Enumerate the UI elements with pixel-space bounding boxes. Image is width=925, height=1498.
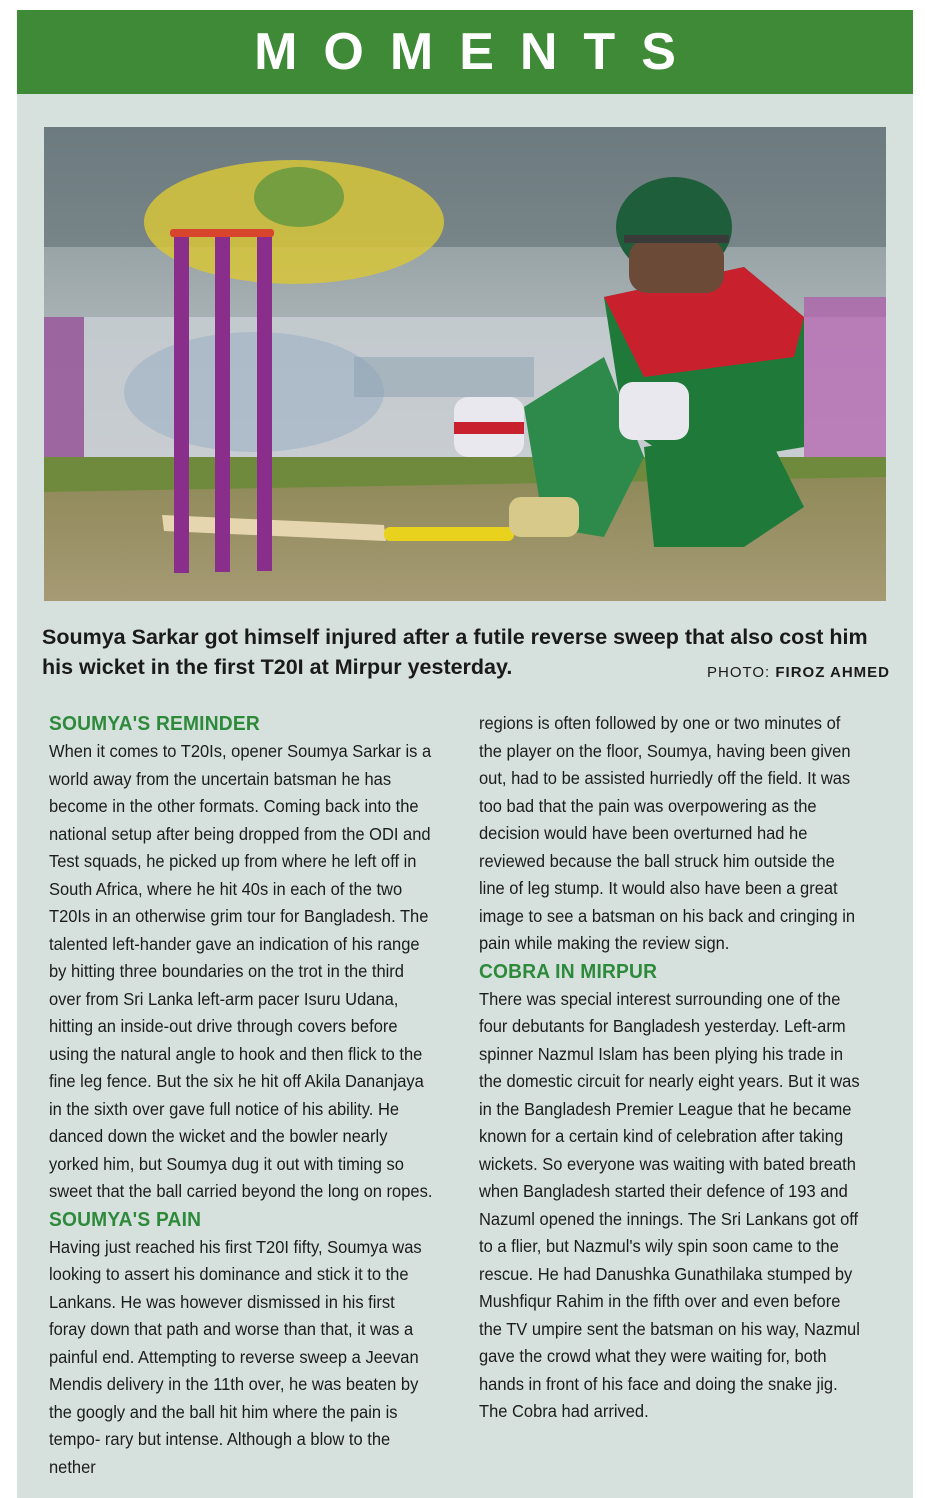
article-column-right — [479, 710, 865, 1426]
heading-soumyas-reminder: SOUMYA'S REMINDER — [49, 713, 260, 735]
bat-handle — [384, 527, 514, 541]
heading-soumyas-pain: SOUMYA'S PAIN — [49, 1208, 202, 1231]
stumps-icon — [170, 229, 274, 573]
body-cobra-in-mirpur: There was special interest surrounding one of the four debutants for Bangladesh yesterday. Left-arm spinner Nazmul Islam has been plying his trade in the domestic circuit for nearly eight years. But it was in the Bangladesh Premier League that he became known for a certain kind of celebration after taking wickets. So everyone was waiting with bated breath when Bangladesh started their defence of 193 and Nazuml opened the innings. The Sri Lankans got off to a flier, but Nazmul's wily spin soon came to the rescue. He had Danushka Gunathilaka stumped by Mushfiqur Rahim in the fifth over and even before the TV umpire sent the batsman on his way, Nazmul gave the crowd what they were waiting for, both hands in front of his face and doing the snake jig. The Cobra had arrived. — [479, 988, 860, 1421]
heading-cobra-in-mirpur: COBRA IN MIRPUR — [479, 960, 658, 983]
credit-name: FIROZ AHMED — [775, 664, 890, 681]
moments-banner — [17, 10, 913, 94]
body-soumyas-reminder: When it comes to T20Is, opener Soumya Sarkar is a world away from the uncertain batsman he has become in the other formats. Coming back into the national setup after being dropped from the ODI and Test squads, he picked up from where he left off in South Africa, where he hit 40s in each of the two T20Is in an otherwise grim tour for Bangladesh. The talented left-hander gave an indication of his range by hitting three boundaries on the trot in the third over from Sri Lanka left-arm pacer Isuru Udana, hitting an inside-out drive through covers before using the natural angle to hook and then flick to the fine leg fence. But the six he hit off Akila Dananjaya in the sixth over gave full notice of his ability. He danced down the wicket and the bowler nearly yorked him, but Soumya dug it out with timing so sweet that the ball carried beyond the long on ropes. — [49, 741, 433, 1201]
caption-text: Soumya Sarkar got himself injured after a futile reverse sweep that also cost him his wicket in the first T20I at Mirpur yesterday. — [42, 625, 868, 679]
moments-panel — [17, 10, 913, 1498]
right-glove — [619, 382, 689, 440]
body-soumyas-pain-part2: regions is often followed by one or two minutes of the player on the floor, Soumya, having been given out, had to be assisted hurriedly off the field. It was too bad that the pain was overpowering as the decision would have been overturned had he reviewed because the ball struck him outside the line of leg stump. It would also have been a great image to see a batsman on his back and cringing in pain while making the review sign. — [479, 713, 856, 953]
banner-title: MOMENTS — [254, 23, 702, 81]
photo-illustration — [44, 127, 886, 601]
photo-caption — [42, 622, 892, 682]
photo-credit — [707, 658, 890, 688]
body-soumyas-pain-part1: Having just reached his first T20I fifty, Soumya was looking to assert his dominance and stick it to the Lankans. He was however dismissed in his first foray down that path and worse than that, it was a painful end. Attempting to reverse sweep a Jeevan Mendis delivery in the 11th over, he was beaten by the googly and the ball hit him where the pain is tempo- rary but intense. Although a blow to the nether — [49, 1236, 422, 1477]
cricket-photo — [44, 127, 886, 601]
article-column-left — [49, 710, 435, 1481]
credit-prefix: PHOTO: — [706, 664, 776, 681]
